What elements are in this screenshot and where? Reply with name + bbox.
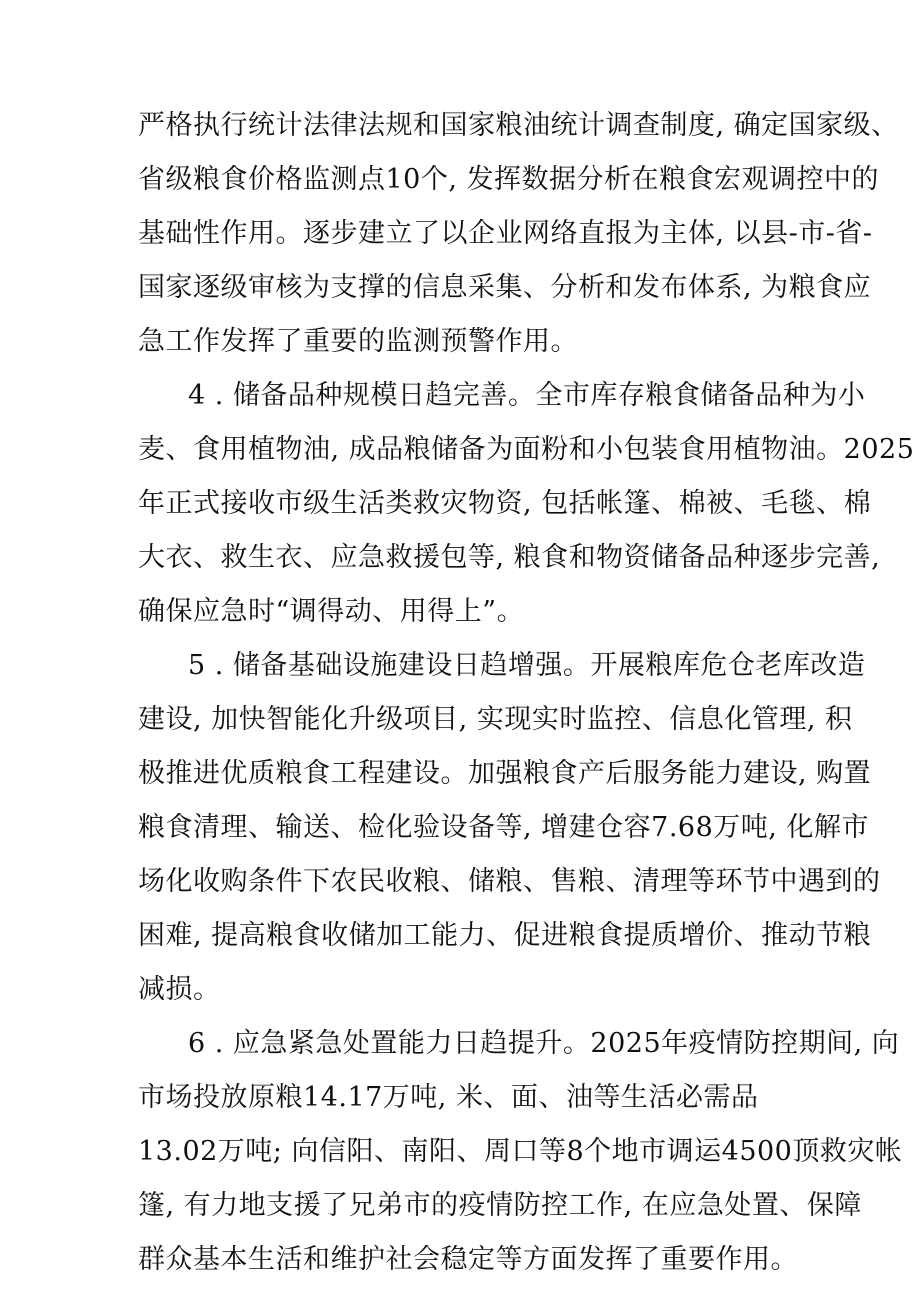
text-line: 场化收购条件下农民收粮、储粮、售粮、清理等环节中遇到的 — [138, 866, 881, 897]
text-line: 急工作发挥了重要的监测预警作用。 — [138, 326, 578, 357]
text-line: 困难, 提高粮食收储加工能力、促进粮食提质增价、推动节粮 — [138, 920, 872, 951]
text-line: 省级粮食价格监测点10个, 发挥数据分析在粮食宏观调控中的 — [138, 164, 880, 195]
text-line: 建设, 加快智能化升级项目, 实现实时监控、信息化管理, 积 — [138, 704, 853, 735]
text-line: 年正式接收市级生活类救灾物资, 包括帐篷、棉被、毛毯、棉 — [138, 488, 872, 519]
text-line: 篷, 有力地支援了兄弟市的疫情防控工作, 在应急处置、保障 — [138, 1190, 862, 1221]
text-line: 严格执行统计法律法规和国家粮油统计调查制度, 确定国家级、 — [138, 110, 899, 141]
paragraph-5-heading: 5 . 储备基础设施建设日趋增强。开展粮库危仓老库改造 — [188, 650, 866, 681]
text-line: 麦、食用植物油, 成品粮储备为面粉和小包装食用植物油。2025 — [138, 434, 915, 465]
paragraph-6-heading: 6 . 应急紧急处置能力日趋提升。2025年疫情防控期间, 向 — [188, 1028, 900, 1059]
text-line: 减损。 — [138, 974, 221, 1005]
text-line: 基础性作用。逐步建立了以企业网络直报为主体, 以县-市-省- — [138, 218, 873, 249]
text-line: 13.02万吨; 向信阳、南阳、周口等8个地市调运4500顶救灾帐 — [138, 1136, 903, 1167]
text-line: 国家逐级审核为支撑的信息采集、分析和发布体系, 为粮食应 — [138, 272, 872, 303]
text-line: 确保应急时“调得动、用得上”。 — [138, 596, 525, 627]
text-line: 大衣、救生衣、应急救援包等, 粮食和物资储备品种逐步完善, — [138, 542, 881, 573]
text-line: 市场投放原粮14.17万吨, 米、面、油等生活必需品 — [138, 1082, 759, 1113]
paragraph-4-heading: 4 . 储备品种规模日趋完善。全市库存粮食储备品种为小 — [188, 380, 866, 411]
text-line: 群众基本生活和维护社会稳定等方面发挥了重要作用。 — [138, 1244, 798, 1275]
text-line: 粮食清理、输送、检化验设备等, 增建仓容7.68万吨, 化解市 — [138, 812, 869, 843]
text-line: 极推进优质粮食工程建设。加强粮食产后服务能力建设, 购置 — [138, 758, 872, 789]
